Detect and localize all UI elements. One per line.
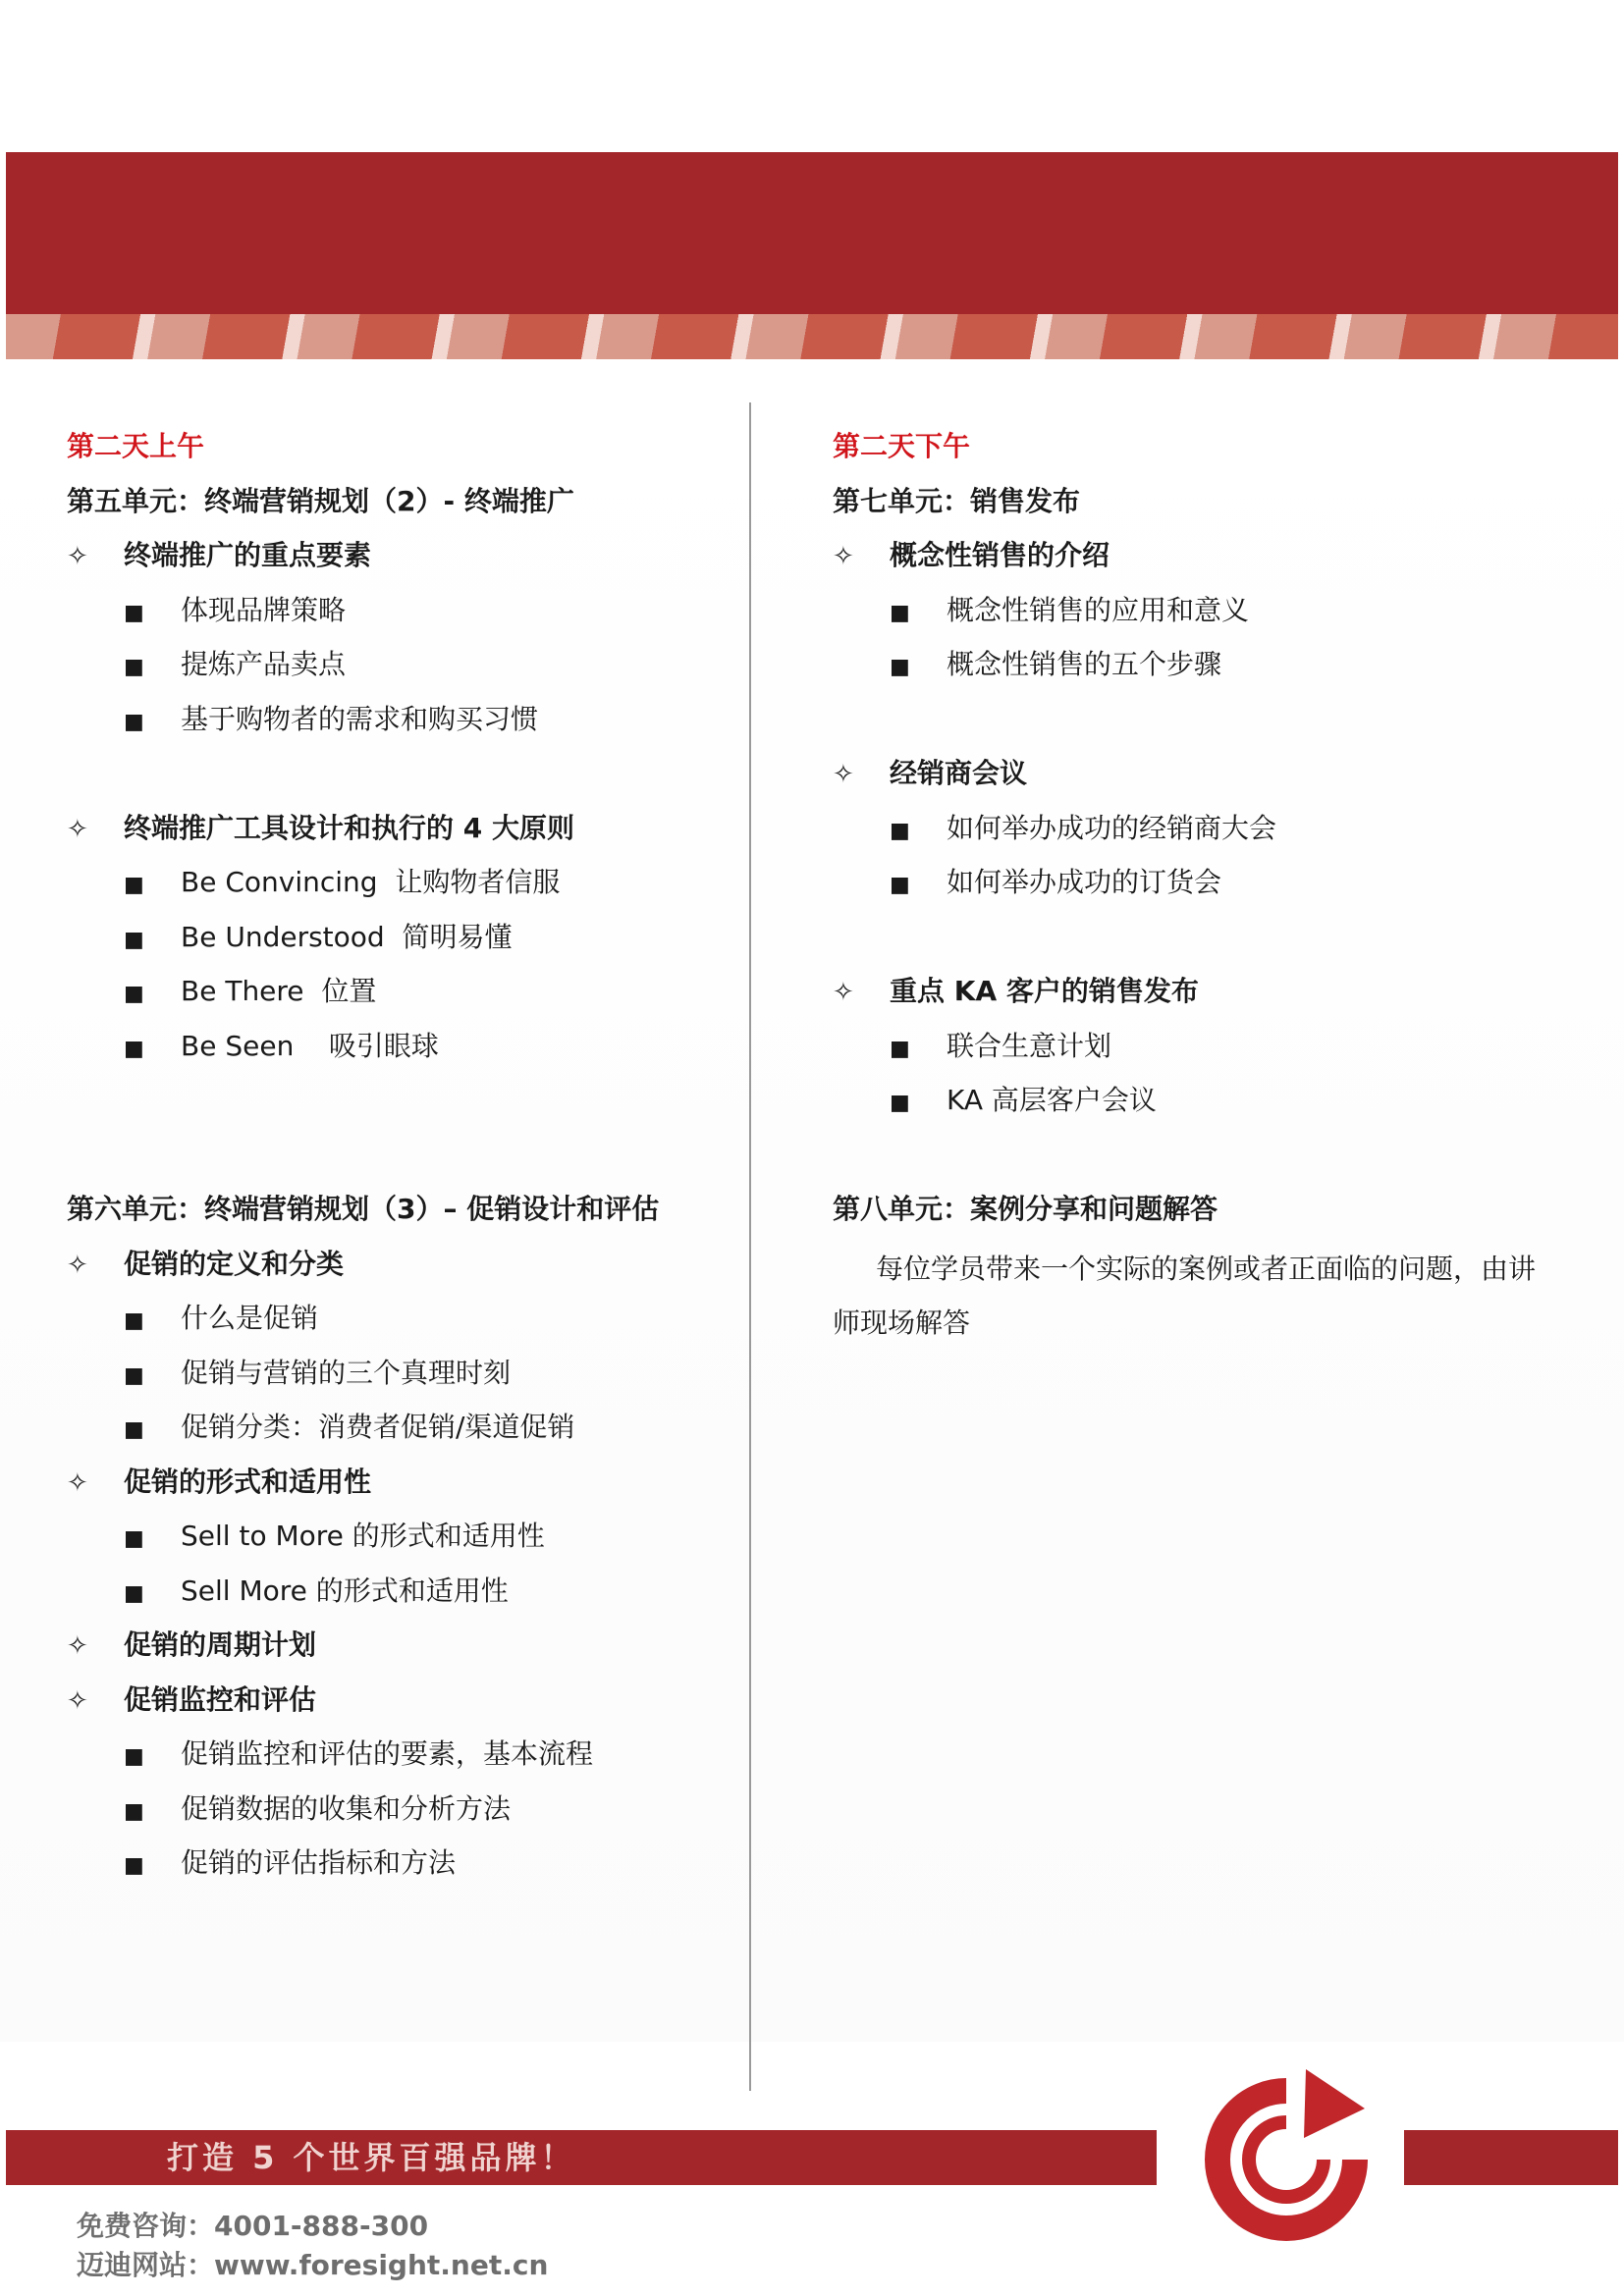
- square-bullet-icon: ■: [124, 873, 144, 897]
- unit6-title: 第六单元：终端营销规划（3）– 促销设计和评估: [67, 1193, 660, 1225]
- footer-bar-right: [1404, 2130, 1618, 2185]
- square-bullet-icon: ■: [124, 1036, 144, 1061]
- footer-website: 迈迪网站：www.foresight.net.cn: [77, 2249, 549, 2281]
- square-bullet-icon: ■: [890, 655, 910, 679]
- day-heading-afternoon: 第二天下午: [833, 430, 971, 462]
- list-item: ■ 促销数据的收集和分析方法: [67, 1787, 734, 1842]
- square-bullet-icon: ■: [124, 1362, 144, 1388]
- square-bullet-icon: ■: [890, 1036, 910, 1061]
- list-item: ■ 什么是促销: [67, 1296, 734, 1351]
- square-bullet-icon: ■: [890, 818, 910, 843]
- square-bullet-icon: ■: [124, 982, 144, 1006]
- header-banner: [6, 152, 1618, 314]
- list-item: ■ KA 高层客户会议: [833, 1078, 1569, 1133]
- section-heading: ✧ 概念性销售的介绍: [833, 533, 1569, 588]
- unit8-title: 第八单元：案例分享和问题解答: [833, 1193, 1218, 1225]
- section-heading: ✧ 终端推广工具设计和执行的 4 大原则: [67, 806, 734, 861]
- square-bullet-icon: ■: [890, 600, 910, 625]
- square-bullet-icon: ■: [124, 1744, 144, 1769]
- square-bullet-icon: ■: [124, 655, 144, 679]
- list-item: ■ Be Seen 吸引眼球: [67, 1024, 734, 1079]
- diamond-icon: ✧: [67, 1468, 88, 1498]
- section-heading: ✧ 终端推广的重点要素: [67, 533, 734, 588]
- list-item: ■ Be Convincing 让购物者信服: [67, 860, 734, 915]
- diamond-icon: ✧: [67, 542, 88, 571]
- diamond-icon: ✧: [833, 542, 854, 571]
- list-item: ■ 基于购物者的需求和购买习惯: [67, 697, 734, 752]
- square-bullet-icon: ■: [124, 1853, 144, 1878]
- footer-phone: 免费咨询：4001-888-300: [77, 2210, 429, 2242]
- square-bullet-icon: ■: [890, 1091, 910, 1115]
- unit7-title: 第七单元：销售发布: [833, 484, 1081, 517]
- list-item: ■ Sell to More 的形式和适用性: [67, 1514, 734, 1569]
- diamond-icon: ✧: [833, 978, 854, 1007]
- list-item: ■ 促销监控和评估的要素，基本流程: [67, 1732, 734, 1787]
- left-column: [67, 424, 734, 1896]
- list-item: ■ 如何举办成功的订货会: [833, 860, 1569, 915]
- column-divider: [749, 402, 751, 2091]
- section-heading: ✧ 促销监控和评估: [67, 1678, 734, 1733]
- circular-arrow-logo-icon: [1188, 2061, 1384, 2258]
- diamond-icon: ✧: [67, 1685, 88, 1716]
- square-bullet-icon: ■: [890, 873, 910, 897]
- footer-slogan: 打造 5 个世界百强品牌！: [167, 2139, 576, 2176]
- list-item: ■ 提炼产品卖点: [67, 642, 734, 697]
- diamond-icon: ✧: [67, 1631, 88, 1661]
- list-item: ■ 联合生意计划: [833, 1024, 1569, 1079]
- square-bullet-icon: ■: [124, 1308, 144, 1333]
- diamond-icon: ✧: [67, 814, 88, 844]
- unit5-title: 第五单元：终端营销规划（2）- 终端推广: [67, 484, 574, 517]
- section-heading: ✧ 经销商会议: [833, 751, 1569, 806]
- list-item: ■ Be There 位置: [67, 969, 734, 1024]
- section-heading: ✧ 促销的周期计划: [67, 1623, 734, 1678]
- list-item: ■ 促销的评估指标和方法: [67, 1841, 734, 1896]
- section-heading: ✧ 重点 KA 客户的销售发布: [833, 969, 1569, 1024]
- header-stripe: [6, 314, 1618, 359]
- unit8-description: 每位学员带来一个实际的案例或者正面临的问题，由讲师现场解答: [833, 1252, 1537, 1339]
- right-column: [833, 424, 1569, 1351]
- list-item: ■ Be Understood 简明易懂: [67, 915, 734, 970]
- diamond-icon: ✧: [67, 1250, 88, 1280]
- square-bullet-icon: ■: [124, 1526, 144, 1551]
- list-item: ■ 体现品牌策略: [67, 588, 734, 643]
- section-heading: ✧ 促销的形式和适用性: [67, 1460, 734, 1515]
- list-item: ■ 概念性销售的五个步骤: [833, 642, 1569, 697]
- diamond-icon: ✧: [833, 760, 854, 789]
- square-bullet-icon: ■: [124, 1580, 144, 1606]
- list-item: ■ 如何举办成功的经销商大会: [833, 806, 1569, 861]
- square-bullet-icon: ■: [124, 709, 144, 734]
- section-heading: ✧ 促销的定义和分类: [67, 1242, 734, 1297]
- list-item: ■ 概念性销售的应用和意义: [833, 588, 1569, 643]
- day-heading-morning: 第二天上午: [67, 430, 205, 462]
- square-bullet-icon: ■: [124, 1417, 144, 1442]
- list-item: ■ Sell More 的形式和适用性: [67, 1569, 734, 1624]
- square-bullet-icon: ■: [124, 927, 144, 952]
- list-item: ■ 促销分类：消费者促销/渠道促销: [67, 1405, 734, 1460]
- square-bullet-icon: ■: [124, 600, 144, 625]
- square-bullet-icon: ■: [124, 1798, 144, 1824]
- list-item: ■ 促销与营销的三个真理时刻: [67, 1351, 734, 1406]
